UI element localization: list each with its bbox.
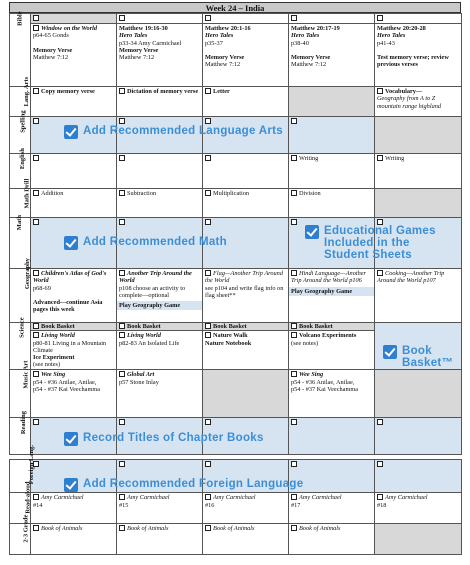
subject-label: 2-3 Grade: [10, 524, 31, 555]
check-icon: [64, 236, 78, 250]
checkbox[interactable]: [377, 15, 383, 21]
checkbox[interactable]: [119, 155, 125, 161]
checkbox[interactable]: [119, 371, 125, 377]
checkbox[interactable]: [291, 118, 297, 124]
row-lang-arts: Lang. Arts Copy memory verse Dictation of memory verse Letter Vocabulary— Geography from A to Z mountain range highland: [10, 87, 462, 117]
subject-label: Reading: [10, 418, 31, 455]
checkbox[interactable]: [33, 270, 39, 276]
checkbox[interactable]: [291, 323, 297, 329]
checkbox-cell[interactable]: [31, 14, 117, 24]
subject-label: English: [10, 154, 31, 189]
checkbox[interactable]: [205, 332, 211, 338]
checkbox[interactable]: [33, 219, 39, 225]
bible-cell: Matthew 20:1-16 Hero Tales p35-37 Memory Verse Matthew 7:12: [203, 24, 289, 87]
subject-label: Music Art: [10, 370, 31, 418]
checkbox[interactable]: [119, 461, 125, 467]
checkbox[interactable]: [33, 15, 39, 21]
checkbox[interactable]: [205, 494, 211, 500]
check-icon: [64, 125, 78, 139]
bible-cell: Window on the World p64-65 Gonds Memory Verse Matthew 7:12: [31, 24, 117, 87]
subject-label: Math Drill: [10, 189, 31, 218]
subject-label: Lang. Arts: [10, 87, 31, 117]
page-title: Week 24 – India: [9, 2, 461, 13]
row-read-aloud: Read-aloud Amy Carmichael #14 Amy Carmichael #15 Amy Carmichael #16 Amy Carmichael #17 Amy Carmichael #18: [10, 493, 462, 524]
checkbox[interactable]: [119, 332, 125, 338]
checkbox[interactable]: [205, 15, 211, 21]
checkbox[interactable]: [291, 219, 297, 225]
checkbox[interactable]: [377, 88, 383, 94]
checkbox[interactable]: [291, 155, 297, 161]
check-icon: [64, 432, 78, 446]
checkbox[interactable]: [377, 494, 383, 500]
banner-educational-games: Educational Games Included in the Student Sheets: [305, 225, 455, 261]
checkbox[interactable]: [119, 494, 125, 500]
checkbox[interactable]: [205, 525, 211, 531]
subject-label: Spelling: [10, 117, 31, 154]
banner-book-basket: Book Basket™: [383, 345, 458, 369]
check-icon: [305, 225, 319, 239]
checkbox[interactable]: [33, 190, 39, 196]
subject-label: Geography: [10, 269, 31, 323]
check-icon: [383, 345, 397, 359]
checkbox[interactable]: [33, 323, 39, 329]
checkbox[interactable]: [205, 270, 211, 276]
checkbox[interactable]: [33, 118, 39, 124]
checkbox[interactable]: [33, 155, 39, 161]
checkbox[interactable]: [205, 219, 211, 225]
row-geography: Geography Children's Atlas of God's World p68-69 Advanced—continue Asia pages this week Another Trip Around the World p108 choose an activity to complete—optional Play Geography Game Flag—Another Trip Around the World see p104 and write flag info on flag sheet** Hindi Language—Another Trip Around the World p106 Play Geography Game Cooking—Another Trip Around the World p107: [10, 269, 462, 323]
checkbox[interactable]: [291, 371, 297, 377]
subject-label: Math: [10, 218, 31, 269]
checkbox[interactable]: [205, 118, 211, 124]
checkbox[interactable]: [291, 461, 297, 467]
checkbox[interactable]: [291, 419, 297, 425]
checkbox[interactable]: [119, 190, 125, 196]
banner-math: Add Recommended Math: [64, 236, 227, 250]
checkbox[interactable]: [205, 419, 211, 425]
checkbox[interactable]: [33, 25, 39, 31]
checkbox[interactable]: [205, 461, 211, 467]
checkbox[interactable]: [377, 419, 383, 425]
checkbox[interactable]: [119, 525, 125, 531]
subject-label: Science: [10, 323, 31, 370]
subject-label: Bible: [10, 14, 31, 87]
checkbox[interactable]: [377, 270, 383, 276]
banner-reading: Record Titles of Chapter Books: [64, 432, 264, 446]
row-music-art: Music Art Wee Sing p54 - #36 Anilae, Anilae, p54 - #37 Kai Veechamma Global Art p57 Stone Inlay Wee Sing p54 - #36 Anilae, Anilae, p54 - #37 Kai Veechamma: [10, 370, 462, 418]
row-bible: [10, 14, 462, 24]
banner-language-arts: Add Recommended Language Arts: [64, 125, 283, 139]
checkbox[interactable]: [33, 88, 39, 94]
checkbox[interactable]: [119, 323, 125, 329]
checkbox[interactable]: [291, 270, 297, 276]
checkbox[interactable]: [205, 88, 211, 94]
bible-cell: Matthew 20:20-28 Hero Tales p41-43 Test memory verse; review previous verses: [375, 24, 462, 87]
checkbox[interactable]: [291, 494, 297, 500]
checkbox[interactable]: [205, 190, 211, 196]
checkbox[interactable]: [205, 155, 211, 161]
row-math-drill: Math Drill Addition Subtraction Multiplication Division: [10, 189, 462, 218]
row-science: Science Book Basket Living World p80-81 Living in a Mountain Climate Ice Experiment (see notes) Book Basket Living World p82-83 An Isolated Life Book Basket Nature Walk Nature Notebook Book Basket Volcano Experiments (see notes): [10, 323, 462, 370]
checkbox[interactable]: [119, 118, 125, 124]
checkbox[interactable]: [377, 461, 383, 467]
check-icon: [64, 478, 78, 492]
checkbox[interactable]: [119, 219, 125, 225]
checkbox[interactable]: [33, 332, 39, 338]
checkbox[interactable]: [291, 190, 297, 196]
checkbox[interactable]: [33, 494, 39, 500]
row-english: English Writing Writing: [10, 154, 462, 189]
checkbox[interactable]: [33, 525, 39, 531]
checkbox[interactable]: [291, 525, 297, 531]
subject-label: Read-aloud: [10, 493, 31, 524]
checkbox[interactable]: [33, 419, 39, 425]
banner-foreign-language: Add Recommended Foreign Language: [64, 478, 303, 492]
checkbox[interactable]: [291, 15, 297, 21]
row-grade-2-3: 2-3 Grade Book of Animals Book of Animals Book of Animals Book of Animals: [10, 524, 462, 555]
checkbox[interactable]: [119, 270, 125, 276]
lesson-plan: [9, 2, 461, 555]
checkbox[interactable]: [119, 15, 125, 21]
checkbox[interactable]: [33, 371, 39, 377]
bible-cell: Matthew 19:16-30 Hero Tales p33-34 Amy Carmichael Memory Verse Matthew 7:12: [117, 24, 203, 87]
checkbox[interactable]: [377, 155, 383, 161]
checkbox[interactable]: [119, 88, 125, 94]
checkbox[interactable]: [291, 332, 297, 338]
plan-table-lower: [9, 445, 462, 555]
bible-cell: Matthew 20:17-19 Hero Tales p38-40 Memory Verse Matthew 7:12: [289, 24, 375, 87]
checkbox[interactable]: [205, 323, 211, 329]
subject-label: Foreign Lang.: [10, 460, 31, 493]
checkbox[interactable]: [119, 419, 125, 425]
